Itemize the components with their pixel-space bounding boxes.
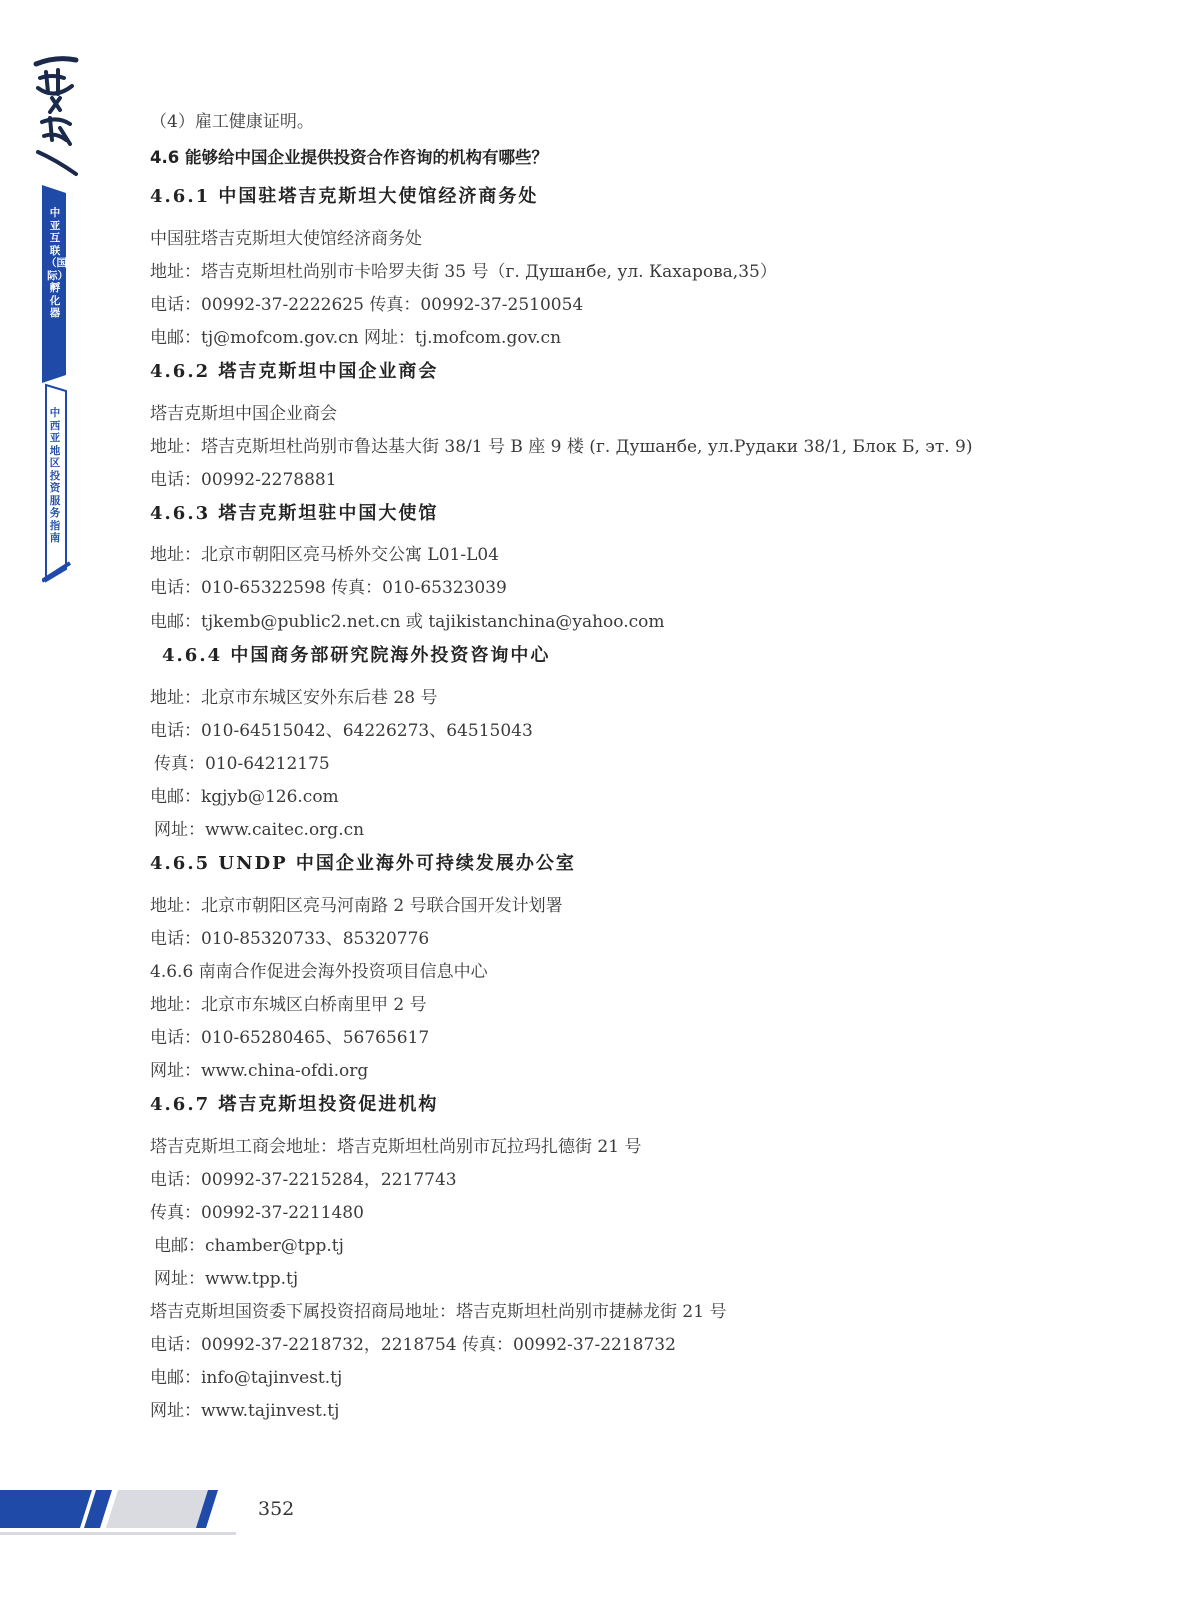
text-line: 塔吉克斯坦工商会地址：塔吉克斯坦杜尚别市瓦拉玛扎德街 21 号 (150, 1137, 642, 1157)
text-line: 地址：北京市东城区白桥南里甲 2 号 (150, 995, 427, 1015)
text-line: 电邮：kgjyb@126.com (150, 787, 339, 807)
text-line: 电话：010-65280465、56765617 (150, 1028, 430, 1048)
text-line: （4）雇工健康证明。 (150, 112, 314, 132)
text-line: 电邮：tjkemb@public2.net.cn 或 tajikistanchina@yahoo.com (150, 612, 665, 632)
text-line: 电话：00992-37-2222625 传真：00992-37-2510054 (150, 295, 584, 315)
text-line: 传真：010-64212175 (154, 754, 330, 774)
sidebar-band-subtitle: 中西亚地区投资服务指南 (49, 407, 61, 544)
footer-stripes (0, 1488, 240, 1538)
text-line: 电话：010-65322598 传真：010-65323039 (150, 578, 507, 598)
footer-stripe-icon (0, 1488, 240, 1538)
text-line: 地址：北京市朝阳区亮马河南路 2 号联合国开发计划署 (150, 896, 563, 916)
belt-road-calligraphy-icon (30, 48, 82, 178)
text-line: 电话：00992-37-2215284，2217743 (150, 1170, 457, 1190)
text-line: 电话：010-64515042、64226273、64515043 (150, 721, 533, 741)
text-line: 传真：00992-37-2211480 (150, 1203, 364, 1223)
text-line: 网址：www.tpp.tj (154, 1269, 299, 1289)
text-line: 地址：北京市东城区安外东后巷 28 号 (150, 688, 438, 708)
text-line: 电话：010-85320733、85320776 (150, 929, 430, 949)
text-line: 地址：塔吉克斯坦杜尚别市卡哈罗夫街 35 号（г. Душанбе, ул. Кахарова,35） (150, 262, 777, 282)
text-line: 塔吉克斯坦国资委下属投资招商局地址：塔吉克斯坦杜尚别市捷赫龙街 21 号 (150, 1302, 727, 1322)
text-line: 地址：塔吉克斯坦杜尚别市鲁达基大街 38/1 号 B 座 9 楼 (г. Душанбе, ул.Рудаки 38/1, Блок Б, эт. 9) (150, 437, 973, 457)
text-line: 电邮：tj@mofcom.gov.cn 网址：tj.mofcom.gov.cn (150, 328, 562, 348)
text-line: 塔吉克斯坦中国企业商会 (150, 404, 337, 424)
text-line: 网址：www.tajinvest.tj (150, 1401, 340, 1421)
text-line: 网址：www.caitec.org.cn (154, 820, 365, 840)
text-line: 电话：00992-2278881 (150, 470, 337, 490)
side-band (42, 185, 68, 585)
text-line: 地址：北京市朝阳区亮马桥外交公寓 L01-L04 (150, 545, 499, 565)
section-heading: 4.6.3 塔吉克斯坦驻中国大使馆 (150, 503, 439, 524)
section-heading: 4.6.4 中国商务部研究院海外投资咨询中心 (162, 645, 551, 666)
text-line: 4.6.6 南南合作促进会海外投资项目信息中心 (150, 962, 488, 982)
text-line: 电话：00992-37-2218732，2218754 传真：00992-37-2218732 (150, 1335, 676, 1355)
sidebar-band-title: 中亚互联（国际）孵化器 (46, 207, 67, 319)
text-line: 中国驻塔吉克斯坦大使馆经济商务处 (150, 229, 422, 249)
section-heading: 4.6.1 中国驻塔吉克斯坦大使馆经济商务处 (150, 186, 539, 207)
text-line: 电邮：chamber@tpp.tj (154, 1236, 344, 1256)
page-number: 352 (258, 1498, 295, 1520)
section-heading: 4.6 能够给中国企业提供投资合作咨询的机构有哪些？ (150, 148, 548, 167)
section-heading: 4.6.2 塔吉克斯坦中国企业商会 (150, 361, 439, 382)
text-line: 网址：www.china-ofdi.org (150, 1061, 369, 1081)
section-heading: 4.6.5 UNDP 中国企业海外可持续发展办公室 (150, 853, 576, 874)
belt-road-logo (30, 48, 82, 178)
section-heading: 4.6.7 塔吉克斯坦投资促进机构 (150, 1094, 439, 1115)
text-line: 电邮：info@tajinvest.tj (150, 1368, 343, 1388)
